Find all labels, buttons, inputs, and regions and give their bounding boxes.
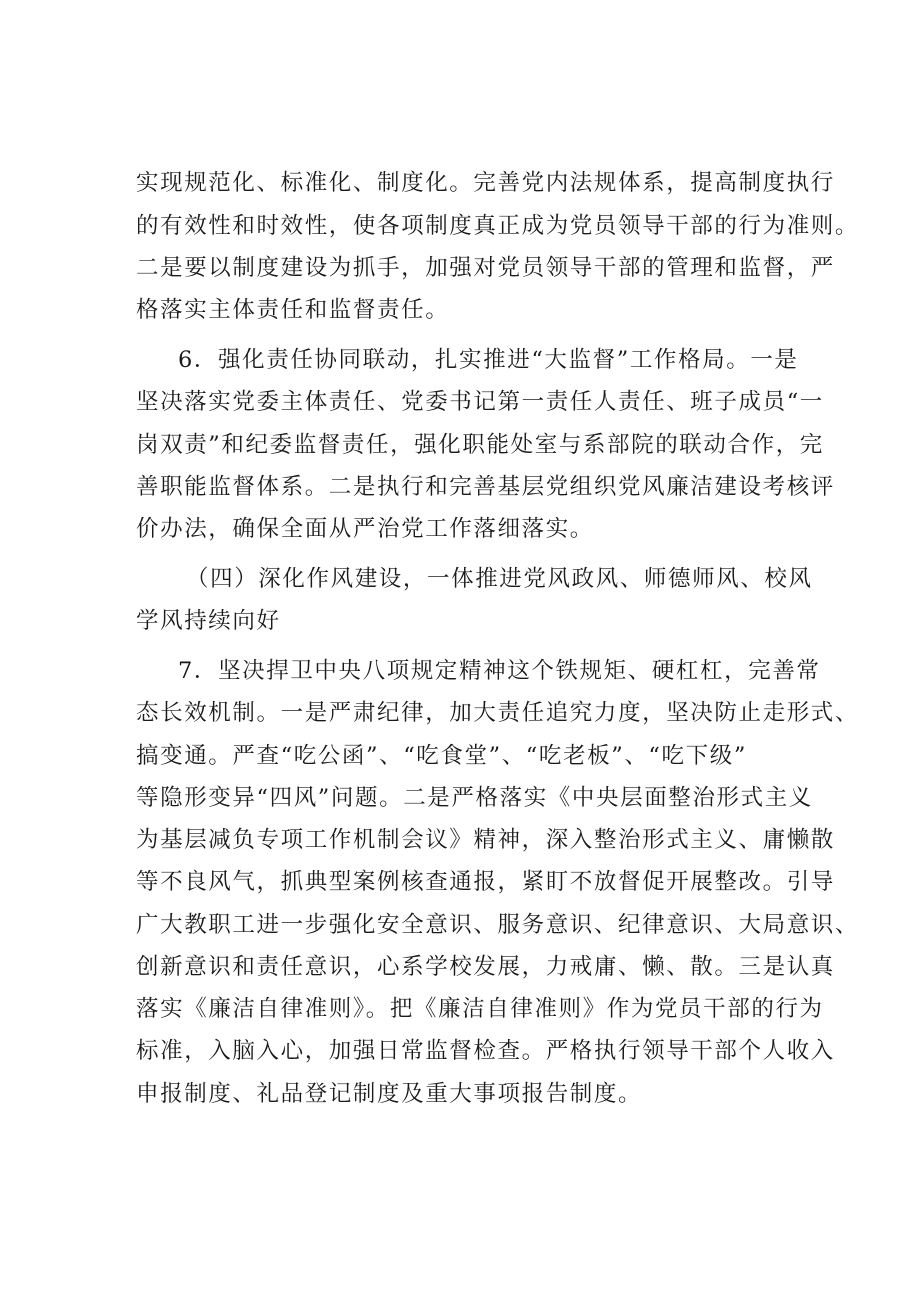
text-line: 为基层减负专项工作机制会议》精神，深入整治形式主义、庸懒散 [136, 827, 835, 853]
text-line: 创新意识和责任意识，心系学校发展，力戒庸、懒、散。三是认真 [136, 954, 835, 980]
text-line: 实现规范化、标准化、制度化。完善党内法规体系，提高制度执行 [136, 170, 835, 196]
text-line: 格落实主体责任和监督责任。 [136, 297, 450, 323]
text-line: 申报制度、礼品登记制度及重大事项报告制度。 [136, 1081, 643, 1107]
text-line: 等隐形变异“四风”问题。二是严格落实《中央层面整治形式主义 [136, 785, 813, 811]
section-heading: （四）深化作风建设，一体推进党风政风、师德师风、校风 [186, 566, 813, 592]
text-line: 二是要以制度建设为抓手，加强对党员领导干部的管理和监督，严 [136, 255, 835, 281]
text-line: 搞变通。严查“吃公函”、“吃食堂”、“吃老板”、“吃下级” [136, 743, 747, 769]
text-line: 落实《廉洁自律准则》。把《廉洁自律准则》作为党员干部的行为 [136, 996, 824, 1022]
text-line: 7．坚决捍卫中央八项规定精神这个铁规矩、硬杠杠，完善常 [178, 658, 821, 684]
text-line: 价办法，确保全面从严治党工作落细落实。 [136, 516, 594, 542]
text-line: 善职能监督体系。二是执行和完善基层党组织党风廉洁建设考核评 [136, 474, 835, 500]
text-line: 等不良风气，抓典型案例核查通报，紧盯不放督促开展整改。引导 [136, 869, 835, 895]
text-line: 6．强化责任协同联动，扎实推进“大监督”工作格局。一是 [178, 347, 799, 373]
text-line: 岗双责”和纪委监督责任，强化职能处室与系部院的联动合作，完 [136, 432, 824, 458]
text-line: 态长效机制。一是严肃纪律，加大责任追究力度，坚决防止走形式、 [136, 700, 860, 726]
text-line: 的有效性和时效性，使各项制度真正成为党员领导干部的行为准则。 [136, 213, 860, 239]
text-line: 标准，入脑入心，加强日常监督检查。严格执行领导干部个人收入 [136, 1038, 835, 1064]
text-line: 坚决落实党委主体责任、党委书记第一责任人责任、班子成员“一 [136, 389, 824, 415]
section-heading: 学风持续向好 [136, 608, 281, 634]
text-line: 广大教职工进一步强化安全意识、服务意识、纪律意识、大局意识、 [136, 912, 860, 938]
